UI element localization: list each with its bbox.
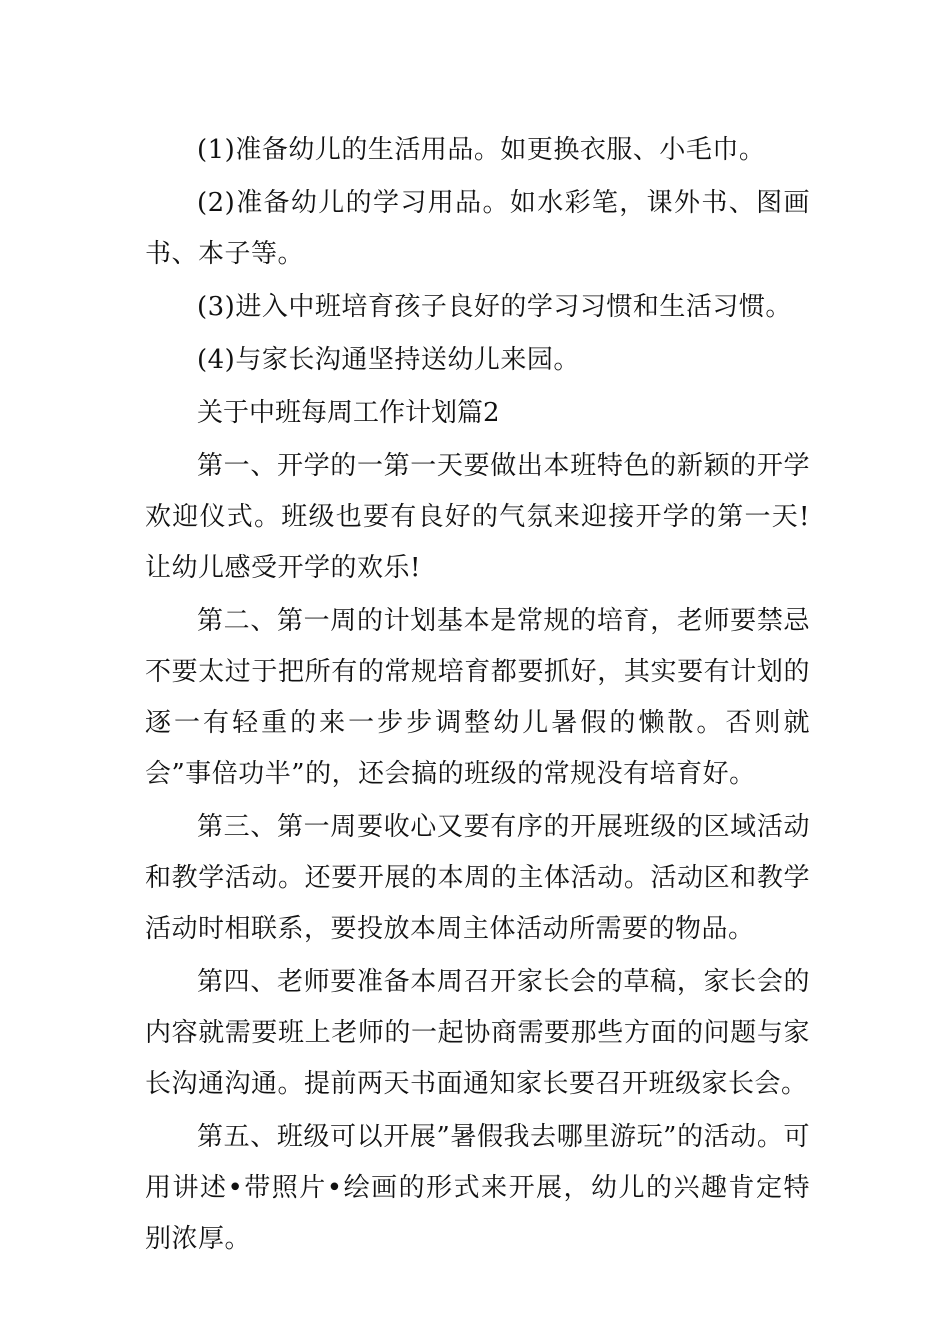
paragraph-item-2: (2)准备幼儿的学习用品。如水彩笔，课外书、图画书、本子等。 bbox=[145, 188, 810, 269]
paragraph-first: 第一、开学的一第一天要做出本班特色的新颖的开学欢迎仪式。班级也要有良好的气氛来迎接开学的第一天!让幼儿感受开学的欢乐! bbox=[145, 451, 810, 583]
paragraph-item-4: (4)与家长沟通坚持送幼儿来园。 bbox=[197, 345, 580, 375]
section-heading: 关于中班每周工作计划篇2 bbox=[197, 398, 500, 428]
paragraph-fourth: 第四、老师要准备本周召开家长会的草稿，家长会的内容就需要班上老师的一起协商需要那些方面的问题与家长沟通沟通。提前两天书面通知家长要召开班级家长会。 bbox=[145, 967, 810, 1099]
paragraph-item-1: (1)准备幼儿的生活用品。如更换衣服、小毛巾。 bbox=[197, 135, 766, 165]
paragraph-second: 第二、第一周的计划基本是常规的培育，老师要禁忌不要太过于把所有的常规培育都要抓好，其实要有计划的逐一有轻重的来一步步调整幼儿暑假的懒散。否则就会”事倍功半”的，还会搞的班级的常规没有培育好。 bbox=[145, 606, 810, 789]
paragraph-third: 第三、第一周要收心又要有序的开展班级的区域活动和教学活动。还要开展的本周的主体活动。活动区和教学活动时相联系，要投放本周主体活动所需要的物品。 bbox=[145, 812, 810, 944]
paragraph-fifth: 第五、班级可以开展”暑假我去哪里游玩”的活动。可用讲述•带照片•绘画的形式来开展，幼儿的兴趣肯定特别浓厚。 bbox=[145, 1122, 810, 1254]
paragraph-item-3: (3)进入中班培育孩子良好的学习习惯和生活习惯。 bbox=[197, 292, 792, 322]
document-body bbox=[145, 125, 810, 1267]
